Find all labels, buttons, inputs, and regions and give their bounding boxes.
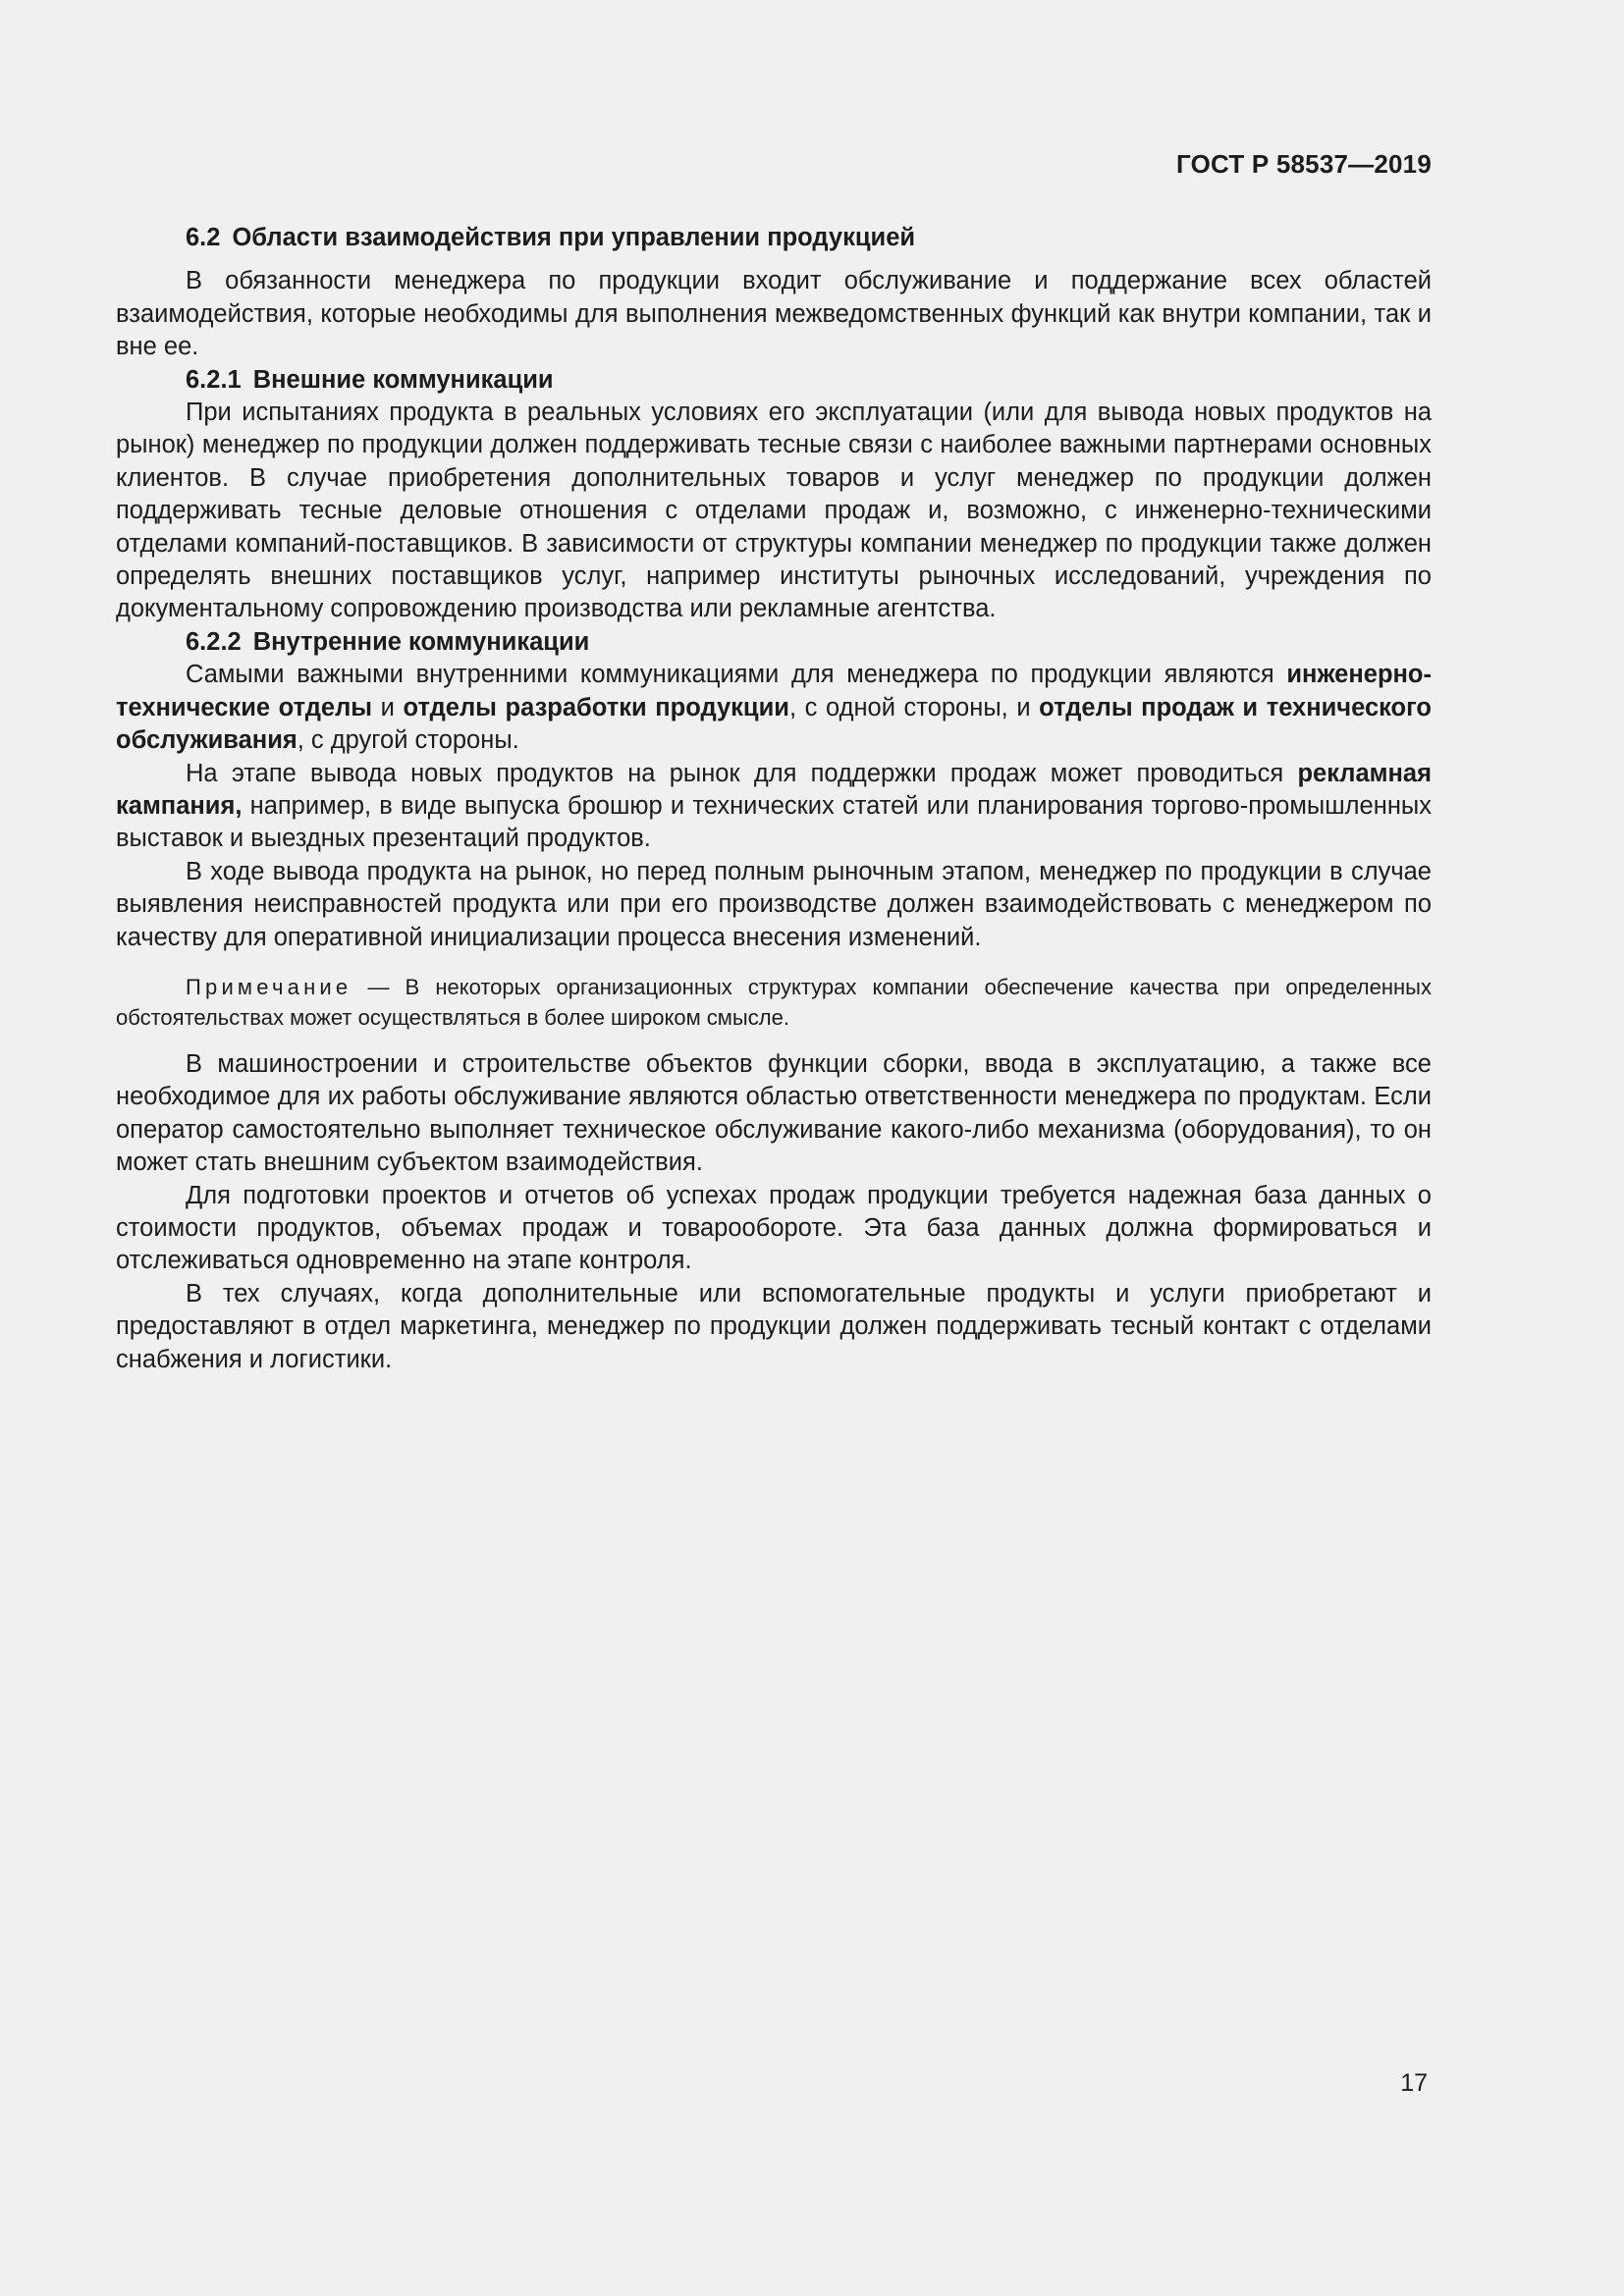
text-run: и bbox=[372, 693, 404, 721]
bold-term: отделы разработки продукции bbox=[403, 693, 789, 721]
paragraph-closing-1: В машиностроении и строительстве объектов функции сборки, ввода в эксплуатацию, а также все необходимое для их работы обслуживание являются областью ответственности менеджера по продуктам. Если оператор самостоятельно выполняет техническое обслуживание какого-либо механизма (оборудования), то он может стать внешним субъектом взаимодействия. bbox=[116, 1049, 1432, 1177]
paragraph-6-2-1: При испытаниях продукта в реальных условиях его эксплуатации (или для вывода новых продуктов на рынок) менеджер по продукции должен поддерживать тесные связи с наиболее важными партнерами основных клиентов. В случае приобретения дополнительных товаров и услуг менеджер по продукции должен поддерживать тесные деловые отношения с отделами продаж и, возможно, с инженерно-техническими отделами компаний-поставщиков. В зависимости от структуры компании менеджер по продукции также должен определять внешних поставщиков услуг, например институты рыночных исследований, учреждения по документальному сопровождению производства или рекламные агентства. bbox=[116, 399, 1432, 623]
section-heading-6-2-1 bbox=[116, 364, 1432, 397]
bold-term: отделы продаж и технического обслуживания bbox=[116, 693, 1432, 755]
note-text: — В некоторых организационных структурах компании обеспечение качества при определенных обстоятельствах может осуществляться в более широком смысле. bbox=[116, 974, 1432, 1030]
section-number: 6.2.2 bbox=[186, 627, 242, 656]
paragraph-closing-3: В тех случаях, когда дополнительные или вспомогательные продукты и услуги приобретают и предоставляют в отдел маркетинга, менеджер по продукции должен поддерживать тесный контакт с отделами снабжения и логистики. bbox=[116, 1279, 1432, 1373]
section-title: Внутренние коммуникации bbox=[252, 627, 590, 656]
section-title: Внешние коммуникации bbox=[252, 365, 554, 394]
text-run: На этапе вывода новых продуктов на рынок для поддержки продаж может проводиться bbox=[186, 759, 1298, 787]
section-number: 6.2.1 bbox=[186, 365, 242, 394]
section-heading-6-2-2 bbox=[116, 626, 1432, 659]
section-title: Области взаимодействия при управлении продукцией bbox=[232, 224, 916, 251]
section-heading-6-2 bbox=[116, 222, 1432, 254]
text-run: , с другой стороны. bbox=[297, 726, 519, 755]
bold-term: инженерно-технические отделы bbox=[116, 661, 1432, 721]
paragraph-6-2-intro: В обязанности менеджера по продукции входит обслуживание и поддержание всех областей взаимодействия, которые необходимы для выполнения межведомственных функций как внутри компании, так и вне ее. bbox=[116, 267, 1432, 361]
text-run: например, в виде выпуска брошюр и технических статей или планирования торгово-промышленных выставок и выездных презентаций продуктов. bbox=[116, 791, 1432, 853]
paragraph-6-2-2-2 bbox=[116, 758, 1432, 856]
section-number: 6.2 bbox=[186, 224, 221, 251]
document-body bbox=[116, 222, 1432, 1376]
paragraph-closing-2: Для подготовки проектов и отчетов об успехах продаж продукции требуется надежная база данных о стоимости продуктов, объемах продаж и товарообороте. Эта база данных должна формироваться и отслеживаться одновременно на этапе контроля. bbox=[116, 1181, 1432, 1275]
bold-term: рекламная кампания, bbox=[116, 759, 1432, 820]
paragraph-6-2-2-3: В ходе вывода продукта на рынок, но перед полным рыночным этапом, менеджер по продукции в случае выявления неисправностей продукта или при его производстве должен взаимодействовать с менеджером по качеству для оперативной инициализации процесса внесения изменений. bbox=[116, 857, 1432, 951]
note bbox=[116, 972, 1432, 1033]
paragraph-6-2-2-1 bbox=[116, 659, 1432, 757]
page-number: 17 bbox=[1400, 2069, 1428, 2097]
text-run: Самыми важными внутренними коммуникациями для менеджера по продукции являются bbox=[186, 661, 1287, 689]
note-label: Примечание bbox=[186, 974, 352, 999]
text-run: , с одной стороны, и bbox=[788, 693, 1040, 721]
document-id: ГОСТ Р 58537—2019 bbox=[1176, 149, 1432, 179]
